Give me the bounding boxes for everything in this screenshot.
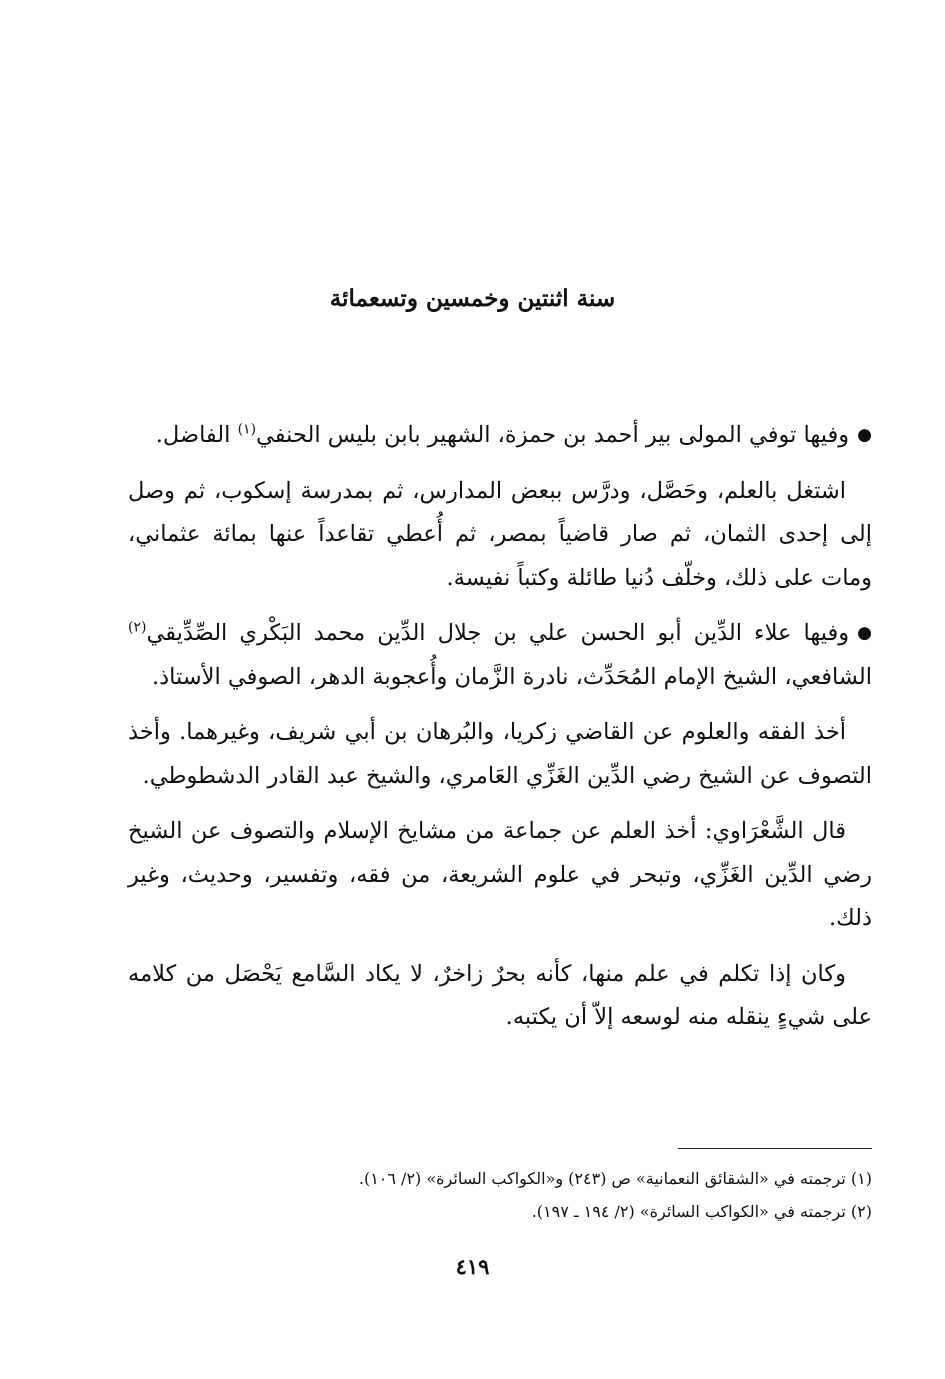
bullet-icon: ● (857, 425, 872, 445)
chapter-title: سنة اثنتين وخمسين وتسعمائة (329, 285, 616, 312)
footnote-ref-1[interactable]: (١) (237, 421, 257, 438)
main-text (128, 414, 872, 1052)
paragraph-2: اشتغل بالعلم، وحَصَّل، ودرَّس ببعض المدارس، ثم بمدرسة إسكوب، ثم وصل إلى إحدى الثمان، ثم صار قاضياً بمصر، ثم أُعطي تقاعداً عنها بمائة عثماني، ومات على ذلك، وخلّف دُنيا طائلة وكتباً نفيسة. (128, 477, 872, 591)
paragraph-1-text-end: الفاضل. (155, 422, 238, 448)
paragraph-3 (128, 612, 872, 699)
footnote-1: (١) ترجمته في «الشقائق النعمانية» ص (٢٤٣) و«الكواكب السائرة» (٢/ ١٠٦). (358, 1169, 872, 1188)
footnotes (128, 1162, 872, 1228)
paragraph-1-text-start: وفيها توفي المولى بير أحمد بن حمزة، الشهير بابن بليس الحنفي (256, 422, 850, 448)
paragraph-3-text-end: الشافعي، الشيخ الإمام المُحَدِّث، نادرة الزَّمان وأُعجوبة الدهر، الصوفي الأستاذ. (151, 663, 872, 690)
paragraph-5: قال الشَّعْرَاوي: أخذ العلم عن جماعة من مشايخ الإسلام والتصوف عن الشيخ رضي الدِّين الغَزِّي، وتبحر في علوم الشريعة، من فقه، وتفسير، وحديث، وغير ذلك. (128, 818, 872, 931)
paragraph-4: أخذ الفقه والعلوم عن القاضي زكريا، والبُرهان بن أبي شريف، وغيرهما. وأخذ التصوف عن الشيخ رضي الدِّين الغَزِّي العَامري، والشيخ عبد القادر الدشطوطي. (128, 719, 872, 789)
footnote-2: (٢) ترجمته في «الكواكب السائرة» (٢/ ١٩٤ ـ ١٩٧). (531, 1202, 872, 1221)
footnote-divider (678, 1148, 872, 1149)
paragraph-3-text-start: وفيها علاء الدِّين أبو الحسن علي بن جلال الدِّين محمد البَكْري الصِّدِّيقي (146, 620, 850, 646)
bullet-icon: ● (857, 623, 872, 643)
page-number: ٤١٩ (455, 1254, 490, 1279)
paragraph-6: وكان إذا تكلم في علم منها، كأنه بحرٌ زاخرٌ، لا يكاد السَّامع يَحْصَل من كلامه على شيءٍ ينقله منه لوسعه إلاّ أن يكتبه. (128, 960, 872, 1030)
footnote-ref-2[interactable]: (٢) (128, 619, 147, 636)
paragraph-1 (128, 414, 872, 458)
